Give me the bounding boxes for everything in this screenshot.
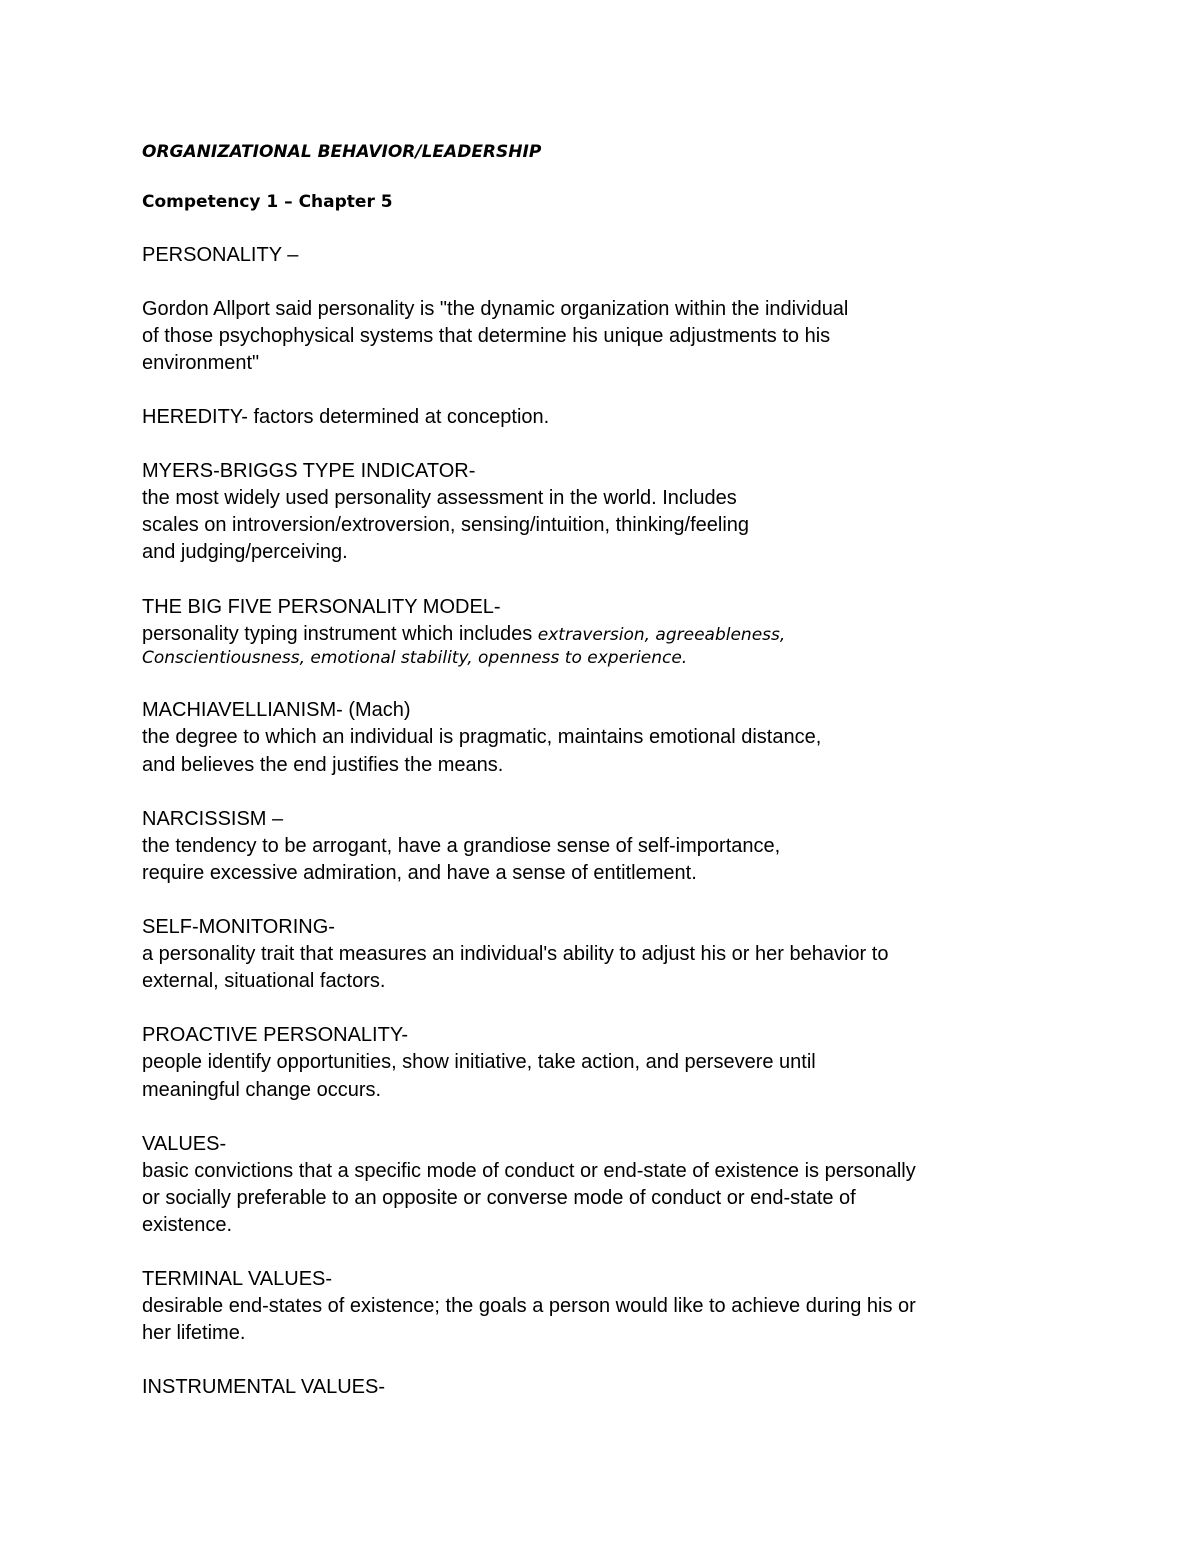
heredity-definition: HEREDITY- factors determined at conception. <box>142 406 550 428</box>
self-monitoring-line-2: external, situational factors. <box>142 970 386 992</box>
mbti-line-1: the most widely used personality assessment in the world. Includes <box>142 487 737 509</box>
allport-line-1: Gordon Allport said personality is "the dynamic organization within the individual <box>142 298 849 320</box>
terminal-values-term: TERMINAL VALUES- <box>142 1268 333 1290</box>
mach-term: MACHIAVELLIANISM- (Mach) <box>142 699 411 721</box>
values-line-1: basic convictions that a specific mode of conduct or end-state of existence is personally <box>142 1160 916 1182</box>
values-line-3: existence. <box>142 1214 233 1236</box>
mbti-line-3: and judging/perceiving. <box>142 541 348 563</box>
proactive-line-1: people identify opportunities, show initiative, take action, and persevere until <box>142 1051 816 1073</box>
document-title: ORGANIZATIONAL BEHAVIOR/LEADERSHIP <box>142 142 542 162</box>
document-subtitle: Competency 1 – Chapter 5 <box>142 192 393 212</box>
narcissism-line-1: the tendency to be arrogant, have a grandiose sense of self-importance, <box>142 835 781 857</box>
big-five-line-1-plain: personality typing instrument which includes <box>142 623 538 645</box>
big-five-line-2: Conscientiousness, emotional stability, openness to experience. <box>142 648 688 668</box>
terminal-values-line-1: desirable end-states of existence; the goals a person would like to achieve during his or <box>142 1295 916 1317</box>
narcissism-term: NARCISSISM – <box>142 808 284 830</box>
section-heading-personality: PERSONALITY – <box>142 244 299 266</box>
mbti-line-2: scales on introversion/extroversion, sensing/intuition, thinking/feeling <box>142 514 750 536</box>
self-monitoring-line-1: a personality trait that measures an individual's ability to adjust his or her behavior to <box>142 943 889 965</box>
mach-line-1: the degree to which an individual is pragmatic, maintains emotional distance, <box>142 726 822 748</box>
values-term: VALUES- <box>142 1133 227 1155</box>
values-line-2: or socially preferable to an opposite or converse mode of conduct or end-state of <box>142 1187 856 1209</box>
narcissism-line-2: require excessive admiration, and have a sense of entitlement. <box>142 862 697 884</box>
self-monitoring-term: SELF-MONITORING- <box>142 916 335 938</box>
mbti-term: MYERS-BRIGGS TYPE INDICATOR- <box>142 460 476 482</box>
terminal-values-line-2: her lifetime. <box>142 1322 246 1344</box>
proactive-term: PROACTIVE PERSONALITY- <box>142 1024 408 1046</box>
allport-line-3: environment" <box>142 352 260 374</box>
allport-line-2: of those psychophysical systems that determine his unique adjustments to his <box>142 325 831 347</box>
big-five-line-1-italic: extraversion, agreeableness, <box>537 625 786 645</box>
mach-line-2: and believes the end justifies the means. <box>142 754 504 776</box>
big-five-term: THE BIG FIVE PERSONALITY MODEL- <box>142 596 501 618</box>
proactive-line-2: meaningful change occurs. <box>142 1079 382 1101</box>
instrumental-values-term: INSTRUMENTAL VALUES- <box>142 1376 385 1398</box>
